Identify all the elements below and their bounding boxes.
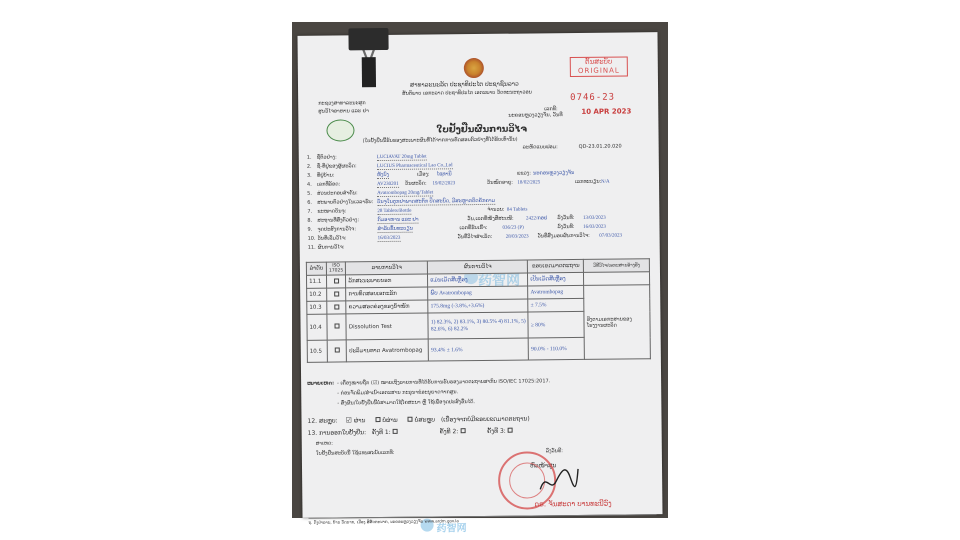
field-label: ແຂວງ:: [516, 170, 531, 177]
field-value: 07/03/2023: [599, 233, 623, 239]
form-code: QD-23.01.20.020: [578, 143, 622, 150]
field-label: ຊື່ຕົວຢ່າງ:: [316, 154, 337, 161]
watermark-2: 药智网: [436, 523, 467, 535]
col-result: ຜົນການວິໄຈ: [428, 260, 528, 274]
col-method: ວິທີວິໄຈ/ເອກະສານອ້າງອີງ: [584, 259, 650, 273]
col-iso: ISO 17025: [326, 262, 345, 275]
field-label: ເມືອງ:: [416, 171, 430, 178]
note-line-1: - ເຄື່ອງໝາຍຖືກ (☑) ໝາຍເຖິງລາຍການທີ່ໄດ້ຮັບການຮັບຮອງມາດຕະຖານສາກົນ ISO/IEC 17025:2017.: [337, 378, 551, 387]
doc-number: 0746-23: [570, 92, 616, 104]
conclusion-pass: ຜ່ານ: [353, 417, 366, 425]
no-conclusion-checkbox: [408, 417, 413, 422]
field-label: ເລກທີ່ລັອດ:: [317, 181, 341, 188]
field-label: ທີ່ຢູ່ບ້ານ:: [316, 172, 335, 179]
signature-icon: [536, 463, 580, 499]
watermark: 药智网: [477, 272, 521, 290]
table-row: 10.4 Dissolution Test 1) 82.3%, 2) 83.1%, 3) 80.5% 4) 81.1%, 5) 82.6%, 6) 82.2% ≥ 80%: [307, 311, 650, 341]
field-value: 28/03/2023: [505, 234, 529, 240]
col-spec: ຂອບເຂດມາດຕະຖານ: [528, 259, 584, 273]
field-number: 7.: [307, 208, 313, 215]
notes-label: ໝາຍເຫດ:: [307, 380, 335, 387]
note-line-2: - ກ່ອນຈັດພິມ/ສຳເນົາເອກະສານ ກະລຸນາຂໍອະນຸຍາດຈາກສູນ.: [337, 389, 459, 397]
field-value: ບັນຈຸໃນຕຸກຢາພາດສະຕິກ ປິດສະນິດ, ມີສະຫຼາກຕິດຄັກຄາມ: [377, 198, 496, 206]
field-value: 28 Tablets/Bottle: [377, 208, 412, 215]
field-number: 4.: [307, 181, 312, 188]
ministry-line-2: ສູນວິໄຈອາຫານ ແລະ ຢາ: [318, 108, 369, 115]
field-value: LUCIAVAT 20mg Tablet: [376, 154, 427, 161]
footer-address: ຖ. ດົງປ່າລານ, ບ້ານ ວັດນາກ, ເມືອງ ສີສັດຕະນາກ, ນະຄອນຫຼວງວຽງຈັນ www.ardm.gov.la: [308, 518, 459, 525]
field-value: 19/02/2023: [432, 181, 456, 187]
binder-clip-icon: [347, 27, 390, 87]
field-label: ວັນໝົດອາຍຸ:: [487, 179, 514, 186]
table-row: 10.5 ປະລິມານທາດ Avatrombopag 93.4% ± 1.6% 90.0% - 110.0%: [307, 337, 650, 363]
field-label: ຊື່-ທີ່ຢູ່ຂອງຜູ້ຜະລິດ:: [316, 163, 357, 170]
fail-checkbox: [375, 417, 380, 422]
field-value: ຫັງບົງ: [376, 172, 390, 179]
checked-box-icon: ☑: [345, 416, 352, 425]
field-label: ເລກທີ່ຮັບເຂົ້າ:: [459, 224, 488, 232]
center-logo-icon: [326, 119, 354, 141]
issue-3-checkbox: [508, 428, 513, 433]
field-label: ສະຖານທີ່ສົ່ງຕົວຢ່າງ:: [317, 217, 360, 224]
director-name: ດຣ. ຈັນສະດາ ບານທະນີວົງ: [534, 499, 612, 509]
field-label: ລົງວັນທີ:: [557, 215, 575, 222]
issue-row: 13. ການອອກໃບຢັ້ງຢືນ: ຄັ້ງທີ 1: ຄັ້ງທີ 2: ຄັ້ງທີ 3:: [308, 428, 513, 437]
field-label: ສ່ວນປະກອບສຳຄັນ:: [317, 190, 358, 197]
reason-label: ສາເຫດ:: [315, 440, 334, 447]
field-label: ວັນ,ເລກທີ່ໜັງສືສະເໜີ:: [467, 215, 514, 223]
field-number: 9.: [307, 226, 313, 233]
table-row: 10.2 ການທົດສອບເອກະລັກ ພົບ Avatrombopag Avatrombopag ອີງຕາມເອກະສານຂອງໂຮງງານຜະລິດ: [307, 285, 650, 302]
national-emblem-icon: [464, 58, 484, 78]
field-number: 2.: [306, 163, 312, 170]
original-stamp: ຕົ້ນສະບັບ ORIGINAL: [570, 56, 628, 77]
conclusion-none: ບໍ່ສະຫຼຸບ: [414, 416, 436, 424]
field-label: ວັນທີ່ສົ່ງມອບຜົນການວິໄຈ:: [537, 232, 590, 240]
field-value: 036/23 (P): [502, 225, 524, 231]
sign-date-label: ລົງວັນທີ:: [545, 448, 563, 455]
document-photo: [292, 22, 668, 535]
field-label: ວັນທີ່ວິໄຈສຳເລັດ:: [457, 233, 493, 241]
field-value: 2422/ກອຢ: [525, 216, 548, 222]
results-table: [306, 258, 651, 363]
date-stamp: 10 APR 2023: [581, 107, 632, 116]
field-value: 18/02/2025: [517, 180, 541, 186]
certificate-title: ໃບຢັ້ງຢືນຜົນການວິໄຈ: [436, 124, 528, 136]
field-number: 3.: [306, 172, 312, 179]
field-label: ວັນທີ່ເລີ່ມວິໄຈ:: [317, 235, 347, 242]
table-row: 10.3 ຄວາມສອດຄ່ອງຂອງນ້ຳໜັກ 175.8mg (-3.8%,+3.6%) ± 7.5%: [307, 298, 650, 315]
field-number: 6.: [307, 199, 313, 206]
field-value: 84 Tablets: [506, 207, 528, 213]
iso-checkbox: [334, 304, 339, 309]
gov-line-1: ສາທາລະນະລັດ ປະຊາທິປະໄຕ ປະຊາຊົນລາວ: [409, 80, 519, 89]
field-label: ວັນຜະລິດ:: [405, 180, 427, 187]
method-cell: ອີງຕາມເອກະສານຂອງໂຮງງານຜະລິດ: [584, 285, 650, 360]
field-label: ລົງວັນທີ:: [557, 224, 575, 231]
field-value: 16/03/2023: [377, 235, 401, 242]
ministry-line-1: ກະຊວງສາທາລະນະສຸກ: [318, 100, 366, 107]
field-label: ຜົນການວິໄຈ:: [317, 244, 345, 251]
field-number: 8.: [307, 217, 313, 224]
field-number: 5.: [307, 190, 312, 197]
field-value: ສຳລັບຂຶ້ນທະບຽນ: [377, 226, 414, 233]
field-label: ສະພາບຕົວຢ່າງໃນເວລາຮັບ:: [317, 199, 374, 206]
certificate-paper: [297, 32, 662, 535]
field-label: ຂະໜາດບັນຈຸ:: [317, 208, 347, 215]
certificate-subtitle: (ໃບຢັ້ງຢືນນີ້ຮັບຮອງສະເພາະຜົນທີ່ໄດ້ຈາກການທົດສອບຕົວຢ່າງທີ່ໄດ້ຮັບເທົ່ານັ້ນ): [362, 136, 518, 145]
iso-checkbox: [334, 291, 339, 296]
iso-checkbox: [334, 278, 339, 283]
issue-2-checkbox: [460, 428, 465, 433]
field-label: ຈຳນວນ:: [487, 206, 505, 213]
field-value: 16/03/2023: [583, 224, 606, 230]
doc-no-label: ເລກທີ:: [544, 106, 558, 113]
field-value: LUCIUS Pharmaceutical Lao Co.,Ltd: [376, 163, 453, 170]
field-value: ນະຄອນຫຼວງວຽງຈັນ: [532, 171, 575, 177]
field-value: 13/03/2023: [582, 215, 606, 221]
table-row: 11.1 ລັກສະນະພາຍນອກ ແມ່ນເມັດສີເຫຼືອງ ເປັນເມັດສີເຫຼືອງ: [306, 272, 649, 289]
col-no: ລຳດັບ: [306, 262, 326, 275]
iso-checkbox: [334, 323, 339, 328]
note-line-3: - ສົ່ງຜົນ/ໃບຢັ້ງຢືນນີ້ບໍ່ສາມາດໃຊ້ໂຄສະນາ ຫຼື ໃຊ້ເພື່ອຈຸດປະສົງອື່ນໄດ້.: [337, 399, 476, 407]
conclusion-row: 12. ສະຫຼຸບ: ☑ ຜ່ານ ບໍ່ຜ່ານ ບໍ່ສະຫຼຸບ (ເນື່ອງຈາກບໍ່ມີຂອບເຂດມາດຕະຖານ): [307, 415, 530, 425]
col-item: ລາຍການວິໄຈ: [346, 261, 428, 275]
field-value: AV230201: [377, 181, 399, 188]
field-number: 10.: [307, 235, 316, 242]
field-value: Avatrombopag 20mg/Tablet: [377, 190, 434, 197]
field-value: ກົມອາຫານ ແລະ ຢາ: [377, 217, 419, 224]
gov-line-2: ສັນຕິພາບ ເອກະລາດ ປະຊາທິປະໄຕ ເອກະພາບ ວັດທະນະຖາວອນ: [402, 89, 532, 97]
director-title: ຫົວໜ້າສູນ: [529, 462, 557, 470]
field-value: ໄຊທານີ: [436, 172, 452, 178]
form-code-label: ລະຫັດແບບຟອມ:: [522, 144, 558, 151]
replace-label: ໃບຢັ້ງຢືນສະບັບນີ້ ໃຊ້ແທນສະບັບເລກທີ:: [315, 449, 395, 457]
iso-checkbox: [334, 347, 339, 352]
date-line: ນະຄອນຫຼວງວຽງຈັນ, ວັນທີ: [508, 112, 563, 119]
issue-1-checkbox: [393, 429, 398, 434]
field-label: ຈຸດປະສົງການວິໄຈ:: [317, 226, 357, 233]
field-value: N/A: [601, 179, 610, 185]
field-label: ເລກທະບຽນ:: [574, 178, 602, 185]
field-number: 1.: [306, 154, 312, 161]
field-number: 11.: [307, 244, 316, 251]
conclusion-fail: ບໍ່ຜ່ານ: [382, 416, 398, 425]
